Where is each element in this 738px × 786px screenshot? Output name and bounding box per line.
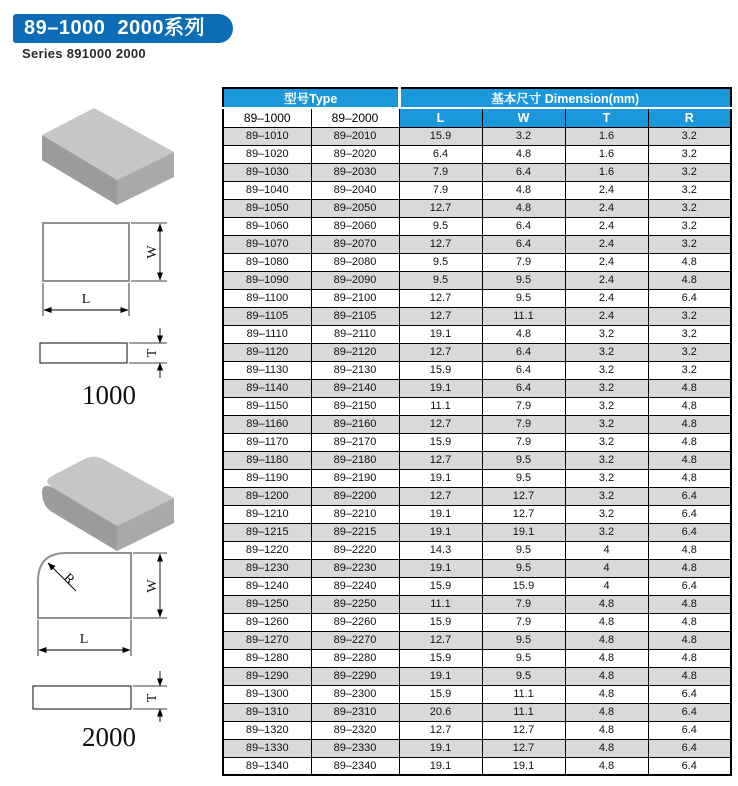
dimension-cell: 4: [565, 541, 648, 559]
dim-label-t: T: [145, 693, 160, 703]
type-cell: 89–2100: [311, 289, 399, 307]
table-row: [223, 739, 731, 757]
type-cell: 89–1260: [223, 613, 311, 631]
dimension-cell: 4.8: [648, 667, 731, 685]
dimension-cell: 7.9: [482, 613, 565, 631]
type-cell: 89–2340: [311, 757, 399, 775]
dimension-cell: 3.2: [648, 145, 731, 163]
type-cell: 89–2330: [311, 739, 399, 757]
type-cell: 89–2230: [311, 559, 399, 577]
type-cell: 89–1130: [223, 361, 311, 379]
dimension-cell: 7.9: [399, 163, 482, 181]
dimension-cell: 9.5: [482, 289, 565, 307]
type-cell: 89–1215: [223, 523, 311, 541]
table-row: [223, 595, 731, 613]
type-cell: 89–2105: [311, 307, 399, 325]
dim-label-r: R: [60, 570, 78, 588]
dim-label-t: T: [145, 348, 160, 358]
dimension-cell: 4.8: [648, 415, 731, 433]
dimension-cell: 6.4: [482, 361, 565, 379]
type-cell: 89–1220: [223, 541, 311, 559]
dimension-cell: 12.7: [399, 199, 482, 217]
table-row: [223, 145, 731, 163]
dimension-cell: 6.4: [648, 523, 731, 541]
dimension-cell: 12.7: [399, 487, 482, 505]
table-row: [223, 559, 731, 577]
dimension-cell: 3.2: [648, 325, 731, 343]
dimension-cell: 3.2: [648, 199, 731, 217]
dimension-cell: 19.1: [399, 505, 482, 523]
table-row: [223, 325, 731, 343]
dimension-cell: 9.5: [482, 469, 565, 487]
table-row: [223, 541, 731, 559]
table-row: [223, 199, 731, 217]
type-cell: 89–2010: [311, 127, 399, 145]
dim-label-l: L: [79, 632, 89, 647]
type-cell: 89–2170: [311, 433, 399, 451]
table-row: [223, 307, 731, 325]
dimension-cell: 3.2: [565, 523, 648, 541]
table-row: [223, 505, 731, 523]
type-cell: 89–1070: [223, 235, 311, 253]
dimension-cell: 19.1: [399, 559, 482, 577]
dimension-cell: 4.8: [482, 325, 565, 343]
dimension-cell: 20.6: [399, 703, 482, 721]
dimension-cell: 19.1: [399, 757, 482, 775]
type-cell: 89–1090: [223, 271, 311, 289]
type-cell: 89–1020: [223, 145, 311, 163]
table-row: [223, 361, 731, 379]
dim-label-w: W: [145, 245, 160, 259]
side-view-2000: [33, 671, 167, 722]
spec-table: [222, 87, 732, 776]
dimension-cell: 4: [565, 559, 648, 577]
dimension-cell: 15.9: [399, 361, 482, 379]
dimension-cell: 4.8: [482, 181, 565, 199]
dimension-cell: 2.4: [565, 199, 648, 217]
dimension-cell: 9.5: [482, 271, 565, 289]
series-2000-label: 2000: [82, 722, 136, 752]
type-cell: 89–1210: [223, 505, 311, 523]
dimension-cell: 4.8: [565, 667, 648, 685]
dimension-cell: 4.8: [648, 397, 731, 415]
dimension-cell: 15.9: [399, 433, 482, 451]
table-row: [223, 451, 731, 469]
type-cell: 89–1330: [223, 739, 311, 757]
dimension-cell: 9.5: [399, 217, 482, 235]
dimension-cell: 11.1: [482, 685, 565, 703]
dimension-cell: 6.4: [648, 685, 731, 703]
type-cell: 89–1320: [223, 721, 311, 739]
dimension-cell: 2.4: [565, 271, 648, 289]
table-row: [223, 649, 731, 667]
table-row: [223, 685, 731, 703]
dimension-cell: 4.8: [565, 631, 648, 649]
series-1000-label: 1000: [82, 380, 136, 410]
dimension-cell: 7.9: [482, 595, 565, 613]
block-3d-rounded: [42, 457, 174, 551]
type-cell: 89–1250: [223, 595, 311, 613]
dimension-cell: 4.8: [648, 451, 731, 469]
type-cell: 89–1050: [223, 199, 311, 217]
type-cell: 89–1180: [223, 451, 311, 469]
type-cell: 89–2060: [311, 217, 399, 235]
type-cell: 89–2300: [311, 685, 399, 703]
dimension-cell: 12.7: [399, 289, 482, 307]
dimension-cell: 2.4: [565, 181, 648, 199]
type-cell: 89–2180: [311, 451, 399, 469]
dimension-cell: 15.9: [399, 685, 482, 703]
table-row: [223, 577, 731, 595]
dimension-cell: 11.1: [399, 397, 482, 415]
type-cell: 89–1290: [223, 667, 311, 685]
type-column-header-2000: 89–2000: [311, 108, 399, 127]
dimension-cell: 19.1: [399, 469, 482, 487]
dimension-cell: 2.4: [565, 217, 648, 235]
side-view-1000: [40, 328, 167, 378]
type-cell: 89–1060: [223, 217, 311, 235]
dimension-cell: 2.4: [565, 307, 648, 325]
dimension-cell: 9.5: [482, 631, 565, 649]
type-cell: 89–1280: [223, 649, 311, 667]
dim-column-header-w: W: [482, 108, 565, 127]
table-row: [223, 397, 731, 415]
dimension-cell: 4: [565, 577, 648, 595]
type-cell: 89–1110: [223, 325, 311, 343]
dimension-cell: 9.5: [399, 253, 482, 271]
dimension-cell: 15.9: [399, 613, 482, 631]
type-cell: 89–1200: [223, 487, 311, 505]
dimension-cell: 6.4: [482, 379, 565, 397]
diagram-1000-series: [14, 90, 204, 380]
diagram-2000-series: [14, 436, 204, 722]
type-cell: 89–2070: [311, 235, 399, 253]
dimension-cell: 4.8: [565, 703, 648, 721]
dimension-cell: 19.1: [399, 325, 482, 343]
dimension-cell: 12.7: [399, 451, 482, 469]
type-cell: 89–1010: [223, 127, 311, 145]
type-cell: 89–1340: [223, 757, 311, 775]
dimension-cell: 7.9: [399, 181, 482, 199]
table-row: [223, 667, 731, 685]
dimension-cell: 19.1: [399, 667, 482, 685]
dimension-cell: 4.8: [648, 253, 731, 271]
table-row: [223, 703, 731, 721]
type-cell: 89–2250: [311, 595, 399, 613]
series-subtitle: Series 891000 2000: [22, 46, 146, 61]
dimension-cell: 2.4: [565, 253, 648, 271]
dimension-cell: 6.4: [648, 703, 731, 721]
dimension-cell: 2.4: [565, 289, 648, 307]
dimension-cell: 19.1: [482, 523, 565, 541]
dimension-cell: 19.1: [399, 379, 482, 397]
dimension-cell: 4.8: [648, 613, 731, 631]
dimension-cell: 3.2: [565, 433, 648, 451]
dimension-cell: 4.8: [648, 559, 731, 577]
dimension-group-header: 基本尺寸 Dimension(mm): [399, 88, 731, 108]
top-view-1000: [43, 223, 167, 316]
dimension-cell: 3.2: [565, 361, 648, 379]
dimension-cell: 9.5: [482, 451, 565, 469]
table-row: [223, 289, 731, 307]
table-row: [223, 523, 731, 541]
dimension-cell: 4.8: [648, 433, 731, 451]
dimension-cell: 4.8: [648, 541, 731, 559]
table-row: [223, 631, 731, 649]
dimension-cell: 11.1: [482, 703, 565, 721]
dimension-cell: 19.1: [399, 739, 482, 757]
type-cell: 89–2280: [311, 649, 399, 667]
page-title-banner: 89–1000 2000系列: [13, 14, 233, 43]
table-row: [223, 181, 731, 199]
dimension-cell: 15.9: [482, 577, 565, 595]
table-row: [223, 613, 731, 631]
dimension-cell: 6.4: [648, 487, 731, 505]
dimension-cell: 7.9: [482, 397, 565, 415]
dimension-cell: 14.3: [399, 541, 482, 559]
type-cell: 89–2040: [311, 181, 399, 199]
dimension-cell: 15.9: [399, 127, 482, 145]
type-cell: 89–2090: [311, 271, 399, 289]
table-row: [223, 271, 731, 289]
dimension-cell: 4.8: [565, 739, 648, 757]
dimension-cell: 4.8: [565, 613, 648, 631]
dimension-cell: 3.2: [648, 343, 731, 361]
dimension-cell: 3.2: [648, 127, 731, 145]
table-row: [223, 379, 731, 397]
dimension-cell: 3.2: [648, 217, 731, 235]
type-group-header: 型号Type: [223, 88, 399, 108]
dimension-cell: 6.4: [648, 721, 731, 739]
dimension-cell: 6.4: [648, 577, 731, 595]
dimension-cell: 9.5: [482, 667, 565, 685]
dimension-cell: 3.2: [565, 505, 648, 523]
type-cell: 89–2190: [311, 469, 399, 487]
table-row: [223, 163, 731, 181]
type-cell: 89–2160: [311, 415, 399, 433]
dim-column-header-l: L: [399, 108, 482, 127]
dimension-cell: 6.4: [482, 217, 565, 235]
type-cell: 89–1040: [223, 181, 311, 199]
dim-label-l: L: [81, 292, 91, 307]
dim-label-w: W: [145, 579, 160, 593]
dimension-cell: 4.8: [482, 199, 565, 217]
dimension-cell: 12.7: [399, 235, 482, 253]
dim-column-header-r: R: [648, 108, 731, 127]
top-view-2000: [38, 553, 167, 656]
type-cell: 89–1120: [223, 343, 311, 361]
type-cell: 89–1310: [223, 703, 311, 721]
dimension-cell: 3.2: [565, 379, 648, 397]
dimension-cell: 3.2: [648, 307, 731, 325]
type-cell: 89–2200: [311, 487, 399, 505]
table-row: [223, 757, 731, 775]
dimension-cell: 3.2: [565, 325, 648, 343]
type-cell: 89–1240: [223, 577, 311, 595]
type-cell: 89–2150: [311, 397, 399, 415]
type-cell: 89–2120: [311, 343, 399, 361]
dimension-cell: 3.2: [648, 163, 731, 181]
dimension-cell: 3.2: [565, 343, 648, 361]
dimension-cell: 6.4: [482, 163, 565, 181]
dimension-cell: 12.7: [399, 307, 482, 325]
dimension-cell: 6.4: [399, 145, 482, 163]
type-cell: 89–2260: [311, 613, 399, 631]
dimension-cell: 9.5: [482, 649, 565, 667]
dimension-cell: 6.4: [648, 289, 731, 307]
dimension-cell: 7.9: [482, 415, 565, 433]
dimension-cell: 3.2: [565, 469, 648, 487]
dimension-cell: 19.1: [399, 523, 482, 541]
type-cell: 89–2270: [311, 631, 399, 649]
dimension-cell: 4.8: [648, 631, 731, 649]
type-cell: 89–2110: [311, 325, 399, 343]
dimension-cell: 11.1: [482, 307, 565, 325]
type-cell: 89–1140: [223, 379, 311, 397]
dimension-cell: 15.9: [399, 577, 482, 595]
dimension-cell: 12.7: [482, 505, 565, 523]
dimension-cell: 4.8: [648, 469, 731, 487]
dimension-cell: 3.2: [565, 451, 648, 469]
dimension-cell: 6.4: [648, 757, 731, 775]
type-column-header-1000: 89–1000: [223, 108, 311, 127]
dimension-cell: 1.6: [565, 145, 648, 163]
type-cell: 89–2080: [311, 253, 399, 271]
dimension-cell: 12.7: [482, 487, 565, 505]
dimension-cell: 2.4: [565, 235, 648, 253]
table-row: [223, 487, 731, 505]
type-cell: 89–1300: [223, 685, 311, 703]
type-cell: 89–2215: [311, 523, 399, 541]
table-row: [223, 415, 731, 433]
table-row: [223, 217, 731, 235]
type-cell: 89–2050: [311, 199, 399, 217]
dimension-cell: 3.2: [565, 487, 648, 505]
dimension-cell: 12.7: [399, 631, 482, 649]
table-row: [223, 235, 731, 253]
dimension-cell: 19.1: [482, 757, 565, 775]
dimension-cell: 6.4: [648, 505, 731, 523]
dimension-cell: 4.8: [648, 271, 731, 289]
type-cell: 89–2220: [311, 541, 399, 559]
dimension-cell: 3.2: [565, 415, 648, 433]
dimension-cell: 12.7: [482, 739, 565, 757]
dimension-cell: 15.9: [399, 649, 482, 667]
type-cell: 89–1230: [223, 559, 311, 577]
table-row: [223, 127, 731, 145]
dimension-cell: 4.8: [565, 595, 648, 613]
type-cell: 89–2310: [311, 703, 399, 721]
dim-column-header-t: T: [565, 108, 648, 127]
dimension-cell: 3.2: [648, 181, 731, 199]
type-cell: 89–1030: [223, 163, 311, 181]
type-cell: 89–2290: [311, 667, 399, 685]
dimension-cell: 4.8: [482, 145, 565, 163]
table-row: [223, 343, 731, 361]
dimension-cell: 12.7: [399, 343, 482, 361]
type-cell: 89–1190: [223, 469, 311, 487]
type-cell: 89–2210: [311, 505, 399, 523]
type-cell: 89–1105: [223, 307, 311, 325]
dimension-cell: 6.4: [482, 235, 565, 253]
dimension-cell: 4.8: [565, 649, 648, 667]
dimension-cell: 12.7: [482, 721, 565, 739]
dimension-cell: 1.6: [565, 163, 648, 181]
type-cell: 89–2020: [311, 145, 399, 163]
dimension-cell: 7.9: [482, 433, 565, 451]
dimension-cell: 9.5: [482, 541, 565, 559]
dimension-cell: 6.4: [648, 739, 731, 757]
type-cell: 89–1100: [223, 289, 311, 307]
type-cell: 89–1160: [223, 415, 311, 433]
dimension-cell: 11.1: [399, 595, 482, 613]
dimension-cell: 4.8: [648, 379, 731, 397]
dimension-cell: 3.2: [648, 361, 731, 379]
dimension-cell: 9.5: [399, 271, 482, 289]
dimension-cell: 3.2: [565, 397, 648, 415]
type-cell: 89–1150: [223, 397, 311, 415]
table-row: [223, 253, 731, 271]
table-row: [223, 721, 731, 739]
dimension-cell: 6.4: [482, 343, 565, 361]
dimension-cell: 4.8: [565, 757, 648, 775]
type-cell: 89–2140: [311, 379, 399, 397]
dimension-cell: 3.2: [482, 127, 565, 145]
table-row: [223, 433, 731, 451]
dimension-cell: 12.7: [399, 415, 482, 433]
dimension-cell: 4.8: [648, 649, 731, 667]
table-body: [223, 127, 731, 775]
type-cell: 89–1270: [223, 631, 311, 649]
type-cell: 89–2240: [311, 577, 399, 595]
dimension-cell: 7.9: [482, 253, 565, 271]
dimension-cell: 4.8: [648, 595, 731, 613]
dimension-cell: 1.6: [565, 127, 648, 145]
type-cell: 89–2130: [311, 361, 399, 379]
dimension-cell: 3.2: [648, 235, 731, 253]
dimension-cell: 12.7: [399, 721, 482, 739]
type-cell: 89–1170: [223, 433, 311, 451]
type-cell: 89–1080: [223, 253, 311, 271]
dimension-cell: 4.8: [565, 721, 648, 739]
dimension-cell: 9.5: [482, 559, 565, 577]
dimension-cell: 4.8: [565, 685, 648, 703]
block-3d-rectangular: [42, 108, 174, 205]
type-cell: 89–2030: [311, 163, 399, 181]
type-cell: 89–2320: [311, 721, 399, 739]
table-row: [223, 469, 731, 487]
